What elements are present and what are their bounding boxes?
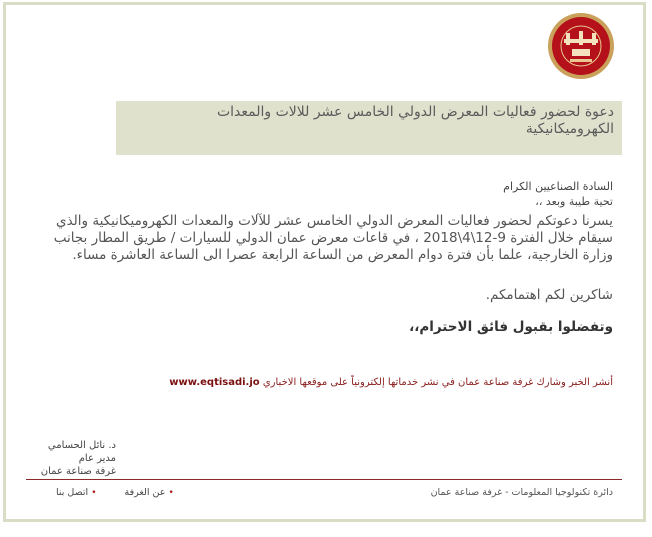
footer-links (28, 487, 174, 498)
closing-line: وتفضلوا بقبول فائق الاحترام،، (409, 319, 613, 335)
invitation-title: دعوة لحضور فعاليات المعرض الدولي الخامس عشر للالات والمعدات الكهروميكانيكية (216, 104, 614, 137)
title-band (26, 101, 622, 155)
invitation-body: يسرنا دعوتكم لحضور فعاليات المعرض الدولي الخامس عشر للآلات والمعدات الكهروميكانيكية والذي سيقام خلال الفترة 9-12\4\2018 ، في قاعات معرض عمان الدولي للسيارات / طريق المطار بجانب وزارة الخارجية، علما بأن فترة دوام المعرض من الساعة الرابعة عصرا الى الساعة العاشرة مساء. (53, 213, 613, 263)
footer-department: دائرة تكنولوجيا المعلومات - غرفة صناعة عمان (430, 487, 613, 498)
about-chamber-link[interactable]: • عن الغرفة (124, 487, 174, 498)
chamber-logo-icon (546, 11, 616, 81)
email-frame (3, 2, 646, 522)
signer-org: غرفة صناعة عمان (40, 466, 116, 477)
news-site-link[interactable]: www.eqtisadi.jo (169, 377, 260, 388)
bullet-icon: • (91, 488, 97, 498)
salutation (213, 179, 613, 209)
signature-block (26, 439, 116, 478)
salutation-line-2: تحية طيبة وبعد ،، (535, 195, 613, 208)
share-note (23, 377, 613, 388)
bullet-icon: • (168, 488, 174, 498)
signer-position: مدير عام (78, 453, 116, 464)
footer-divider (26, 479, 622, 480)
contact-us-link[interactable]: • اتصل بنا (56, 487, 97, 498)
thanks-line: شاكرين لكم اهتمامكم. (485, 287, 613, 303)
title-band-accent (26, 101, 116, 155)
salutation-line-1: السادة الصناعيين الكرام (503, 180, 613, 193)
share-text: أنشر الخبر وشارك غرفة صناعة عمان في نشر خدماتها إلكترونياً على موقعها الاخباري (262, 377, 613, 388)
signer-name: د. نائل الحسامي (47, 440, 116, 451)
